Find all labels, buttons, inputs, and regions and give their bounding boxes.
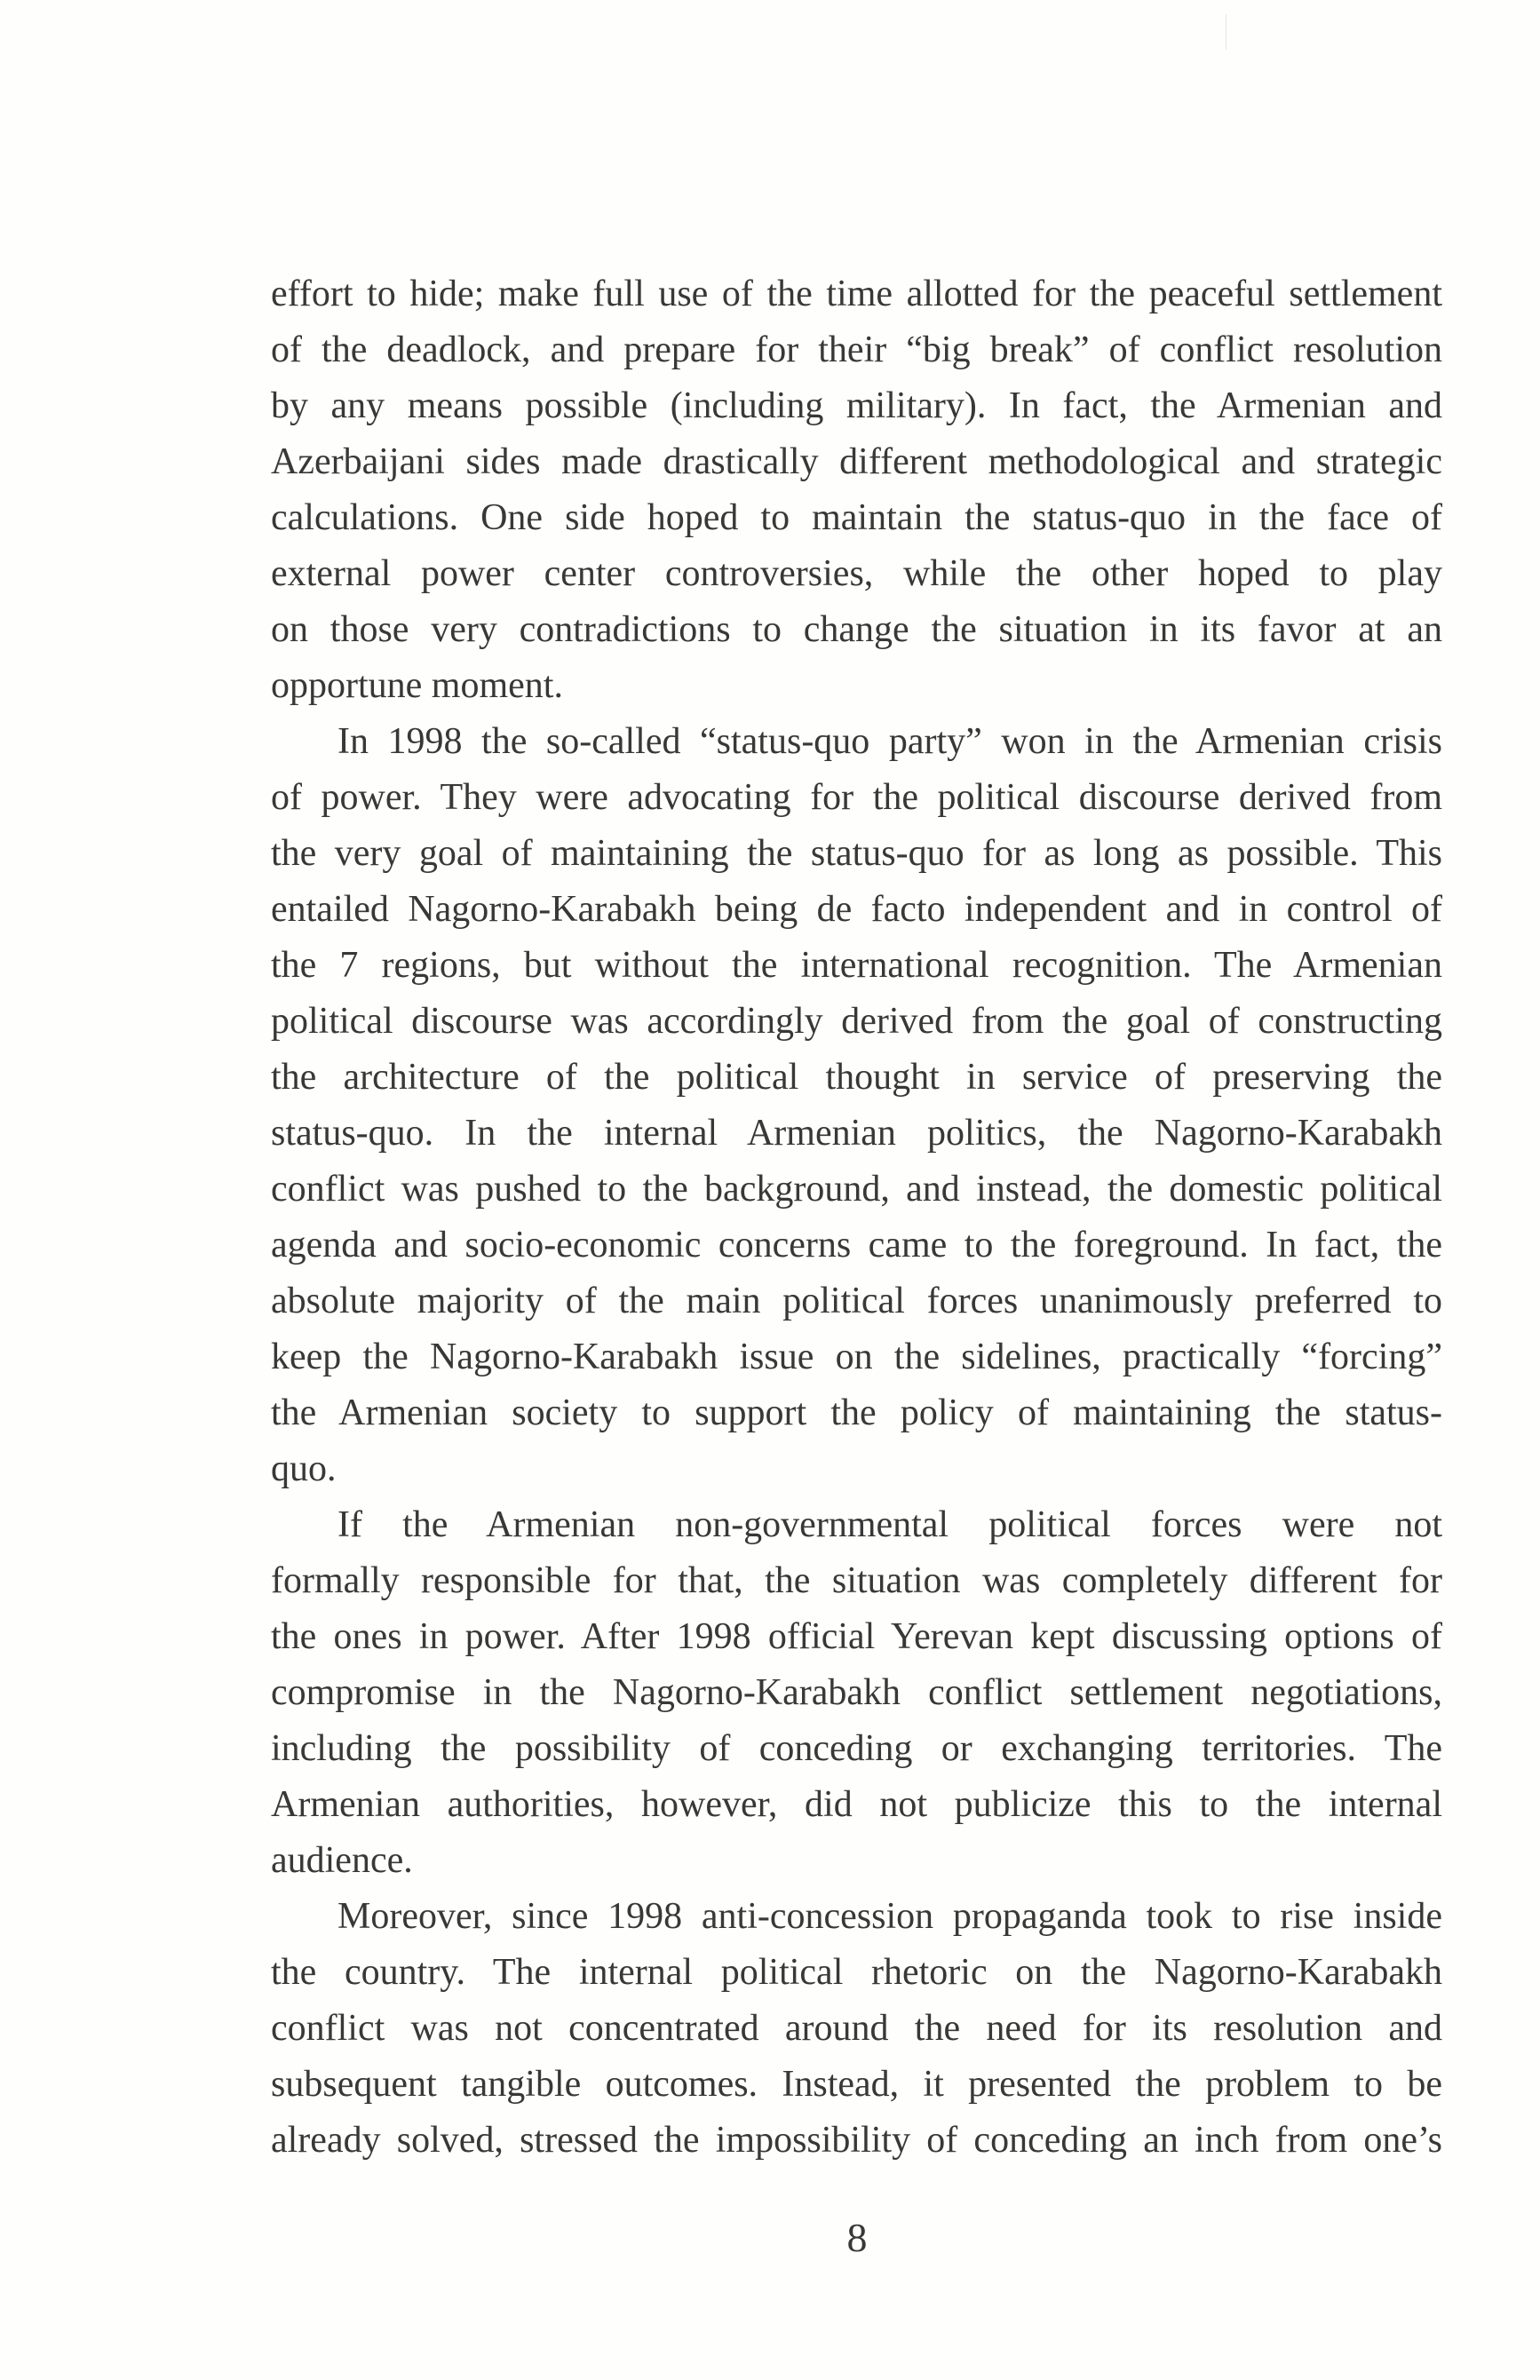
text-line: the 7 regions, but without the international recognition. The Armenian: [271, 945, 1442, 986]
text-line: of the deadlock, and prepare for their “big break” of conflict resolution: [271, 329, 1442, 370]
text-line: of power. They were advocating for the political discourse derived from: [271, 777, 1442, 818]
text-line: Moreover, since 1998 anti-concession propaganda took to rise inside: [337, 1896, 1442, 1937]
text-line: the Armenian society to support the policy of maintaining the status-: [271, 1392, 1442, 1433]
text-line: agenda and socio-economic concerns came to the foreground. In fact, the: [271, 1225, 1442, 1265]
page-number: 8: [846, 2215, 868, 2260]
text-line: external power center controversies, while the other hoped to play: [271, 553, 1442, 594]
text-line: conflict was not concentrated around the need for its resolution and: [271, 2008, 1442, 2049]
text-line: the very goal of maintaining the status-quo for as long as possible. This: [271, 833, 1442, 874]
text-line: subsequent tangible outcomes. Instead, it presented the problem to be: [271, 2064, 1442, 2105]
text-line: calculations. One side hoped to maintain the status-quo in the face of: [271, 497, 1442, 538]
paragraph: [271, 1889, 1442, 2169]
text-line: compromise in the Nagorno-Karabakh conflict settlement negotiations,: [271, 1672, 1442, 1713]
text-line: Armenian authorities, however, did not publicize this to the internal: [271, 1784, 1442, 1825]
text-line: audience.: [271, 1840, 413, 1881]
text-line: entailed Nagorno-Karabakh being de facto independent and in control of: [271, 889, 1442, 930]
text-line: quo.: [271, 1448, 337, 1489]
text-line: In 1998 the so-called “status-quo party” won in the Armenian crisis: [337, 721, 1442, 762]
text-line: political discourse was accordingly derived from the goal of constructing: [271, 1001, 1442, 1042]
text-line: absolute majority of the main political forces unanimously preferred to: [271, 1281, 1442, 1321]
paragraph: [271, 266, 1442, 714]
text-line: already solved, stressed the impossibility of conceding an inch from one’s: [271, 2120, 1442, 2161]
text-line: including the possibility of conceding or exchanging territories. The: [271, 1728, 1442, 1769]
text-line: on those very contradictions to change the situation in its favor at an: [271, 609, 1442, 650]
text-line: effort to hide; make full use of the time allotted for the peaceful settlement: [271, 274, 1442, 314]
text-line: Azerbaijani sides made drastically different methodological and strategic: [271, 441, 1442, 482]
body-text: [271, 266, 1442, 2169]
text-line: keep the Nagorno-Karabakh issue on the sidelines, practically “forcing”: [271, 1337, 1442, 1377]
text-line: the country. The internal political rhetoric on the Nagorno-Karabakh: [271, 1952, 1442, 1993]
text-line: If the Armenian non-governmental political forces were not: [337, 1504, 1442, 1545]
text-line: status-quo. In the internal Armenian politics, the Nagorno-Karabakh: [271, 1113, 1442, 1154]
text-line: by any means possible (including military). In fact, the Armenian and: [271, 385, 1442, 426]
paragraph: [271, 1497, 1442, 1889]
text-line: conflict was pushed to the background, and instead, the domestic political: [271, 1169, 1442, 1210]
text-line: the ones in power. After 1998 official Yerevan kept discussing options of: [271, 1616, 1442, 1657]
text-line: opportune moment.: [271, 665, 563, 706]
paragraph: [271, 714, 1442, 1497]
text-line: formally responsible for that, the situation was completely different for: [271, 1560, 1442, 1601]
text-line: the architecture of the political thought in service of preserving the: [271, 1057, 1442, 1098]
